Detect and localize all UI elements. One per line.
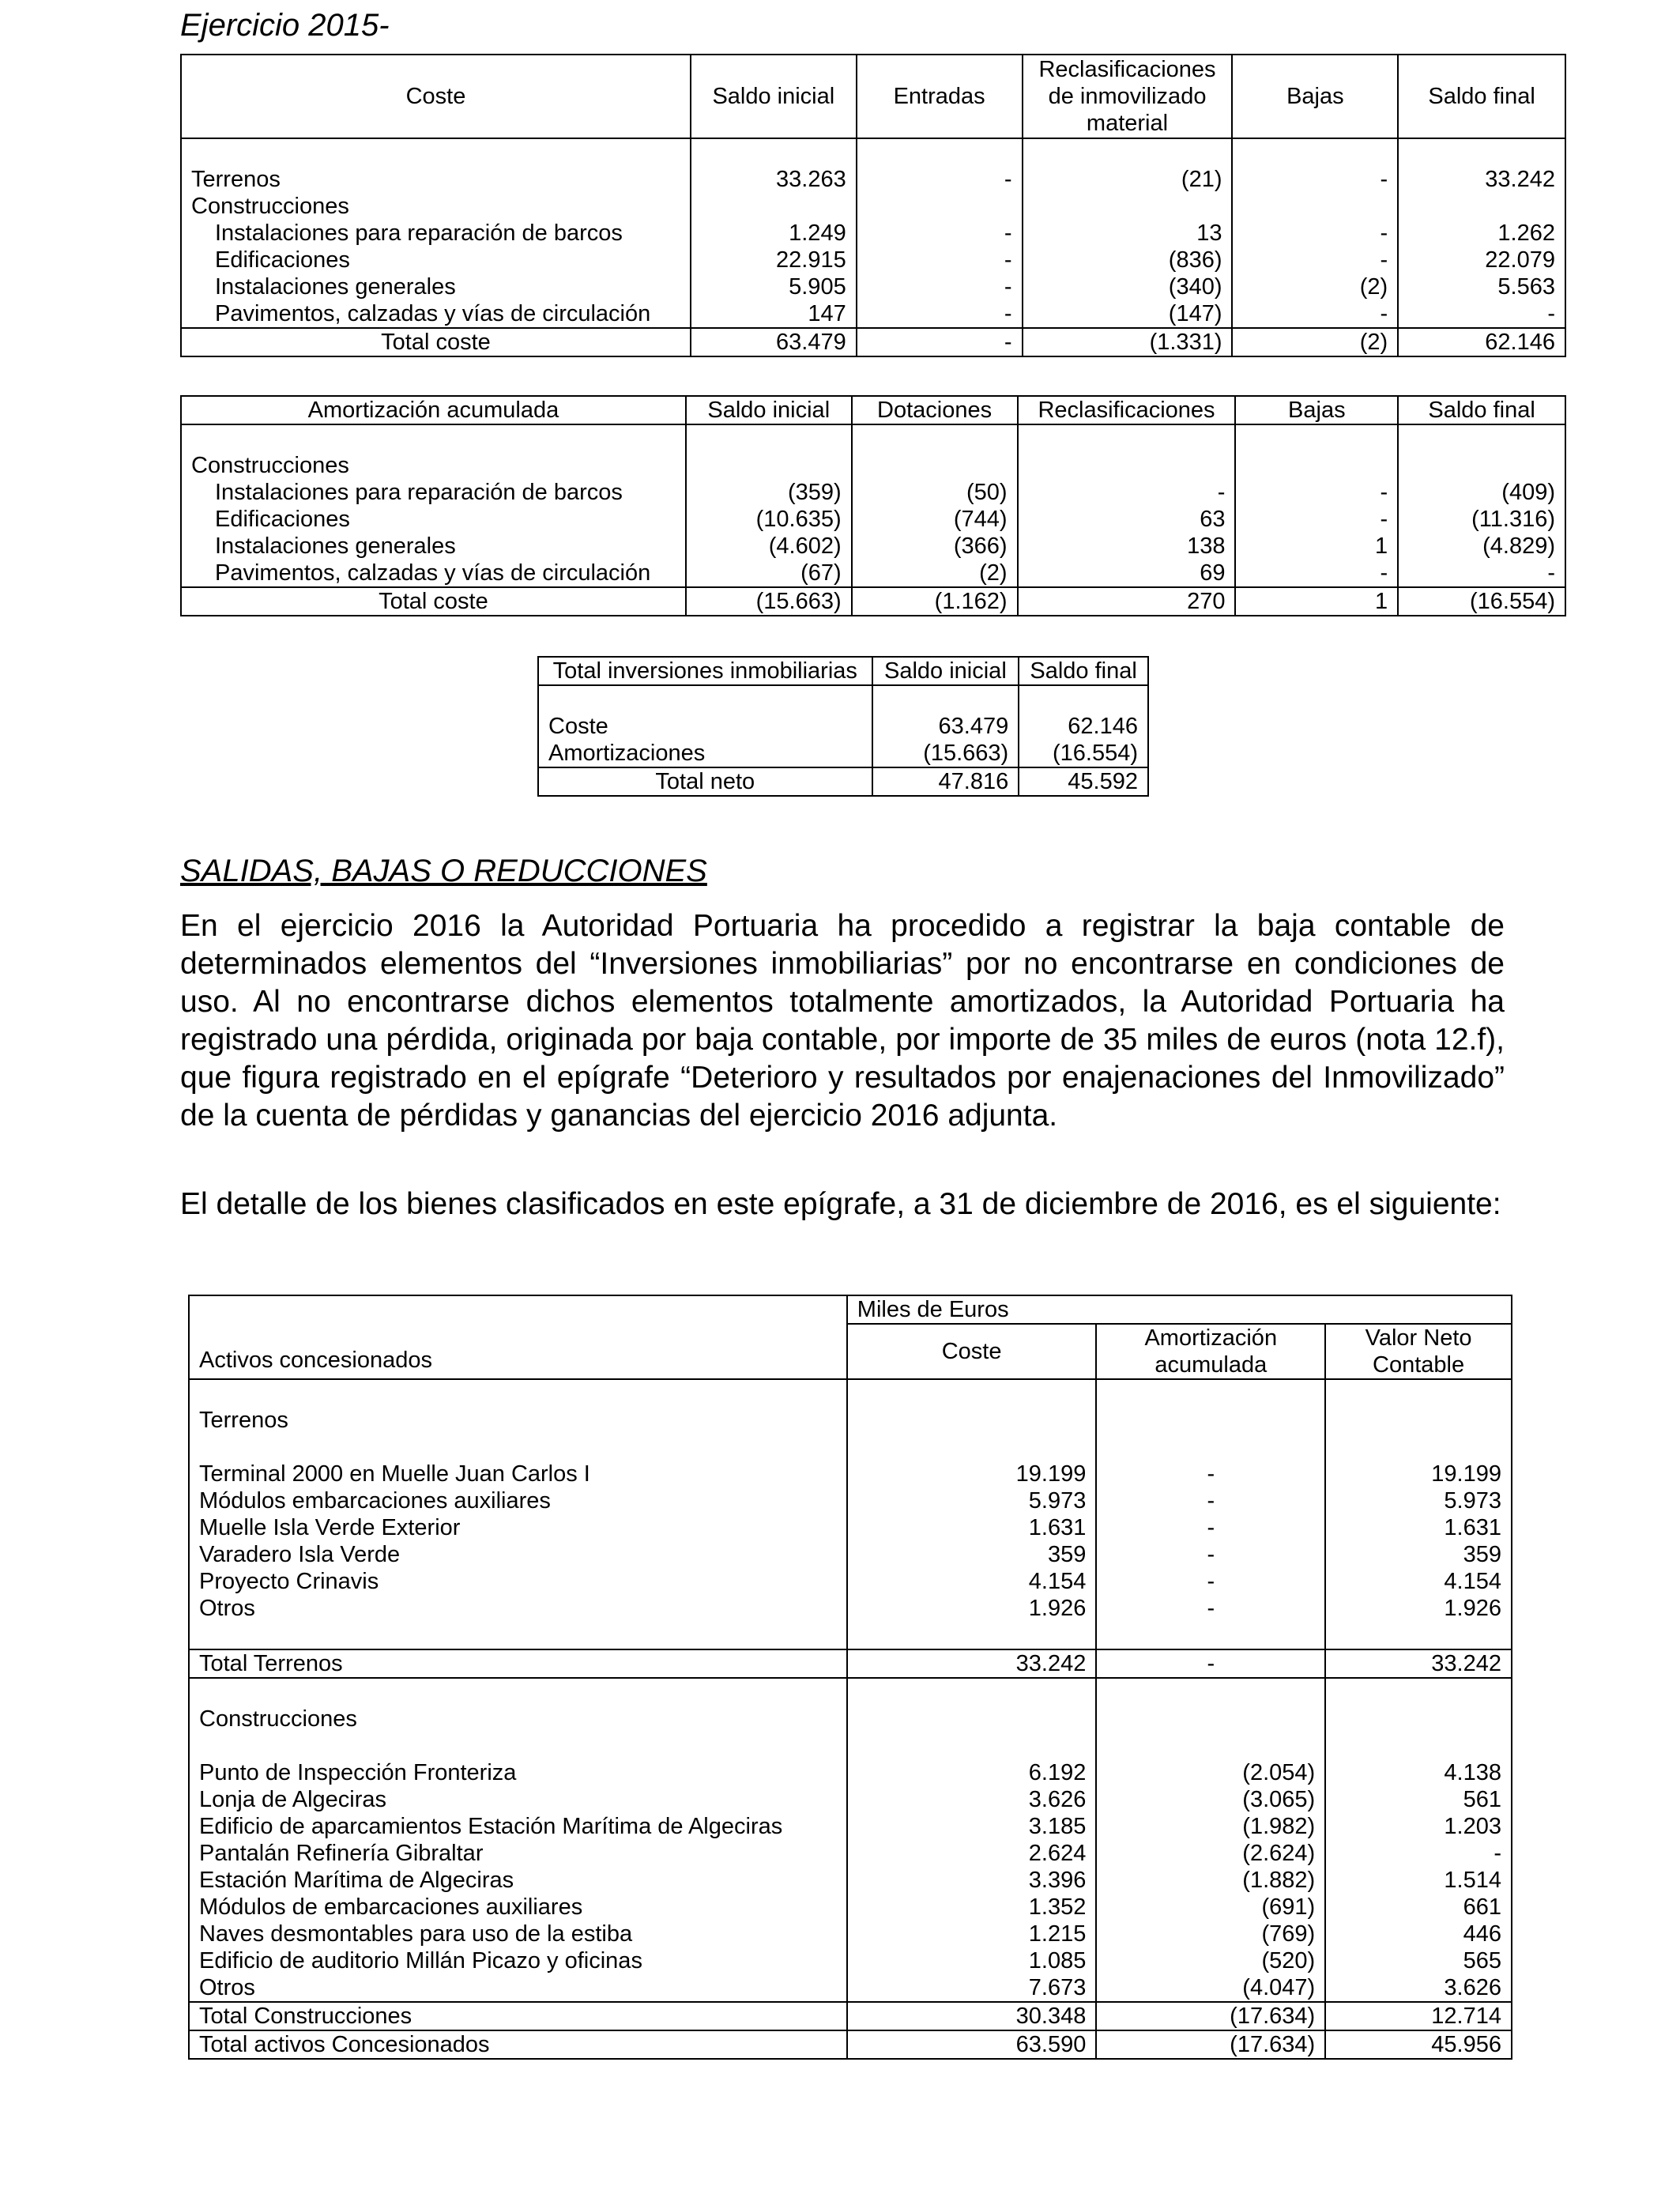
header-cell: Activos concesionados (189, 1295, 847, 1379)
amortization-table (180, 395, 1566, 616)
table-row: Pavimentos, calzadas y vías de circulación (67) (2) 69 - - (181, 560, 1565, 587)
table-row: Proyecto Crinavis 4.154 - 4.154 (189, 1568, 1512, 1595)
table-row: Edificio de aparcamientos Estación Marítima de Algeciras 3.185 (1.982) 1.203 (189, 1813, 1512, 1840)
total-row: Total activos Concesionados 63.590 (17.634) 45.956 (189, 2030, 1512, 2059)
table-row: Lonja de Algeciras 3.626 (3.065) 561 (189, 1786, 1512, 1813)
total-row: Total coste 63.479 - (1.331) (2) 62.146 (181, 328, 1565, 356)
section-row: Construcciones (189, 1706, 1512, 1732)
header-cell: Saldo inicial (872, 657, 1019, 685)
header-cell: Saldo final (1398, 396, 1565, 424)
total-investments-table (537, 656, 1149, 797)
total-row: Total Construcciones 30.348 (17.634) 12.714 (189, 2002, 1512, 2030)
header-cell: Saldo final (1398, 55, 1565, 138)
total-row: Total Terrenos 33.242 - 33.242 (189, 1649, 1512, 1678)
table-row: Terrenos 33.263 - (21) - 33.242 (181, 166, 1565, 193)
table-row: Pantalán Refinería Gibraltar 2.624 (2.624) - (189, 1840, 1512, 1867)
table-row: Módulos de embarcaciones auxiliares 1.352 (691) 661 (189, 1894, 1512, 1921)
header-cell: Saldo final (1019, 657, 1148, 685)
table-row: Instalaciones generales 5.905 - (340) (2) 5.563 (181, 273, 1565, 300)
table-row: Módulos embarcaciones auxiliares 5.973 - 5.973 (189, 1487, 1512, 1514)
paragraph: En el ejercicio 2016 la Autoridad Portuaria ha procedido a registrar la baja contable de determinados elementos del “Inversiones inmobiliarias” por no encontrarse en condiciones de uso. Al no encontrarse dichos elementos totalmente amortizados, la Autoridad Portuaria ha registrado una pérdida, originada por baja contable, por importe de 35 miles de euros (nota 12.f), que figura registrado en el epígrafe “Deterioro y resultados por enajenaciones del Inmovilizado” de la cuenta de pérdidas y ganancias del ejercicio 2016 adjunta. (180, 909, 1505, 1133)
header-cell: Bajas (1232, 55, 1398, 138)
section-title: SALIDAS, BAJAS O REDUCCIONES (180, 854, 707, 888)
table-row: Varadero Isla Verde 359 - 359 (189, 1541, 1512, 1568)
table-row: Otros 1.926 - 1.926 (189, 1595, 1512, 1622)
table-row: Instalaciones para reparación de barcos 1.249 - 13 - 1.262 (181, 220, 1565, 247)
header-cell: Reclasificaciones (1018, 396, 1236, 424)
table-row: Terminal 2000 en Muelle Juan Carlos I 19.199 - 19.199 (189, 1461, 1512, 1487)
header-cell: Valor Neto Contable (1325, 1324, 1512, 1379)
concession-assets-table (188, 1295, 1512, 2060)
header-cell: Coste (847, 1324, 1097, 1379)
table-row: Edificaciones (10.635) (744) 63 - (11.316) (181, 506, 1565, 533)
header-cell: Reclasificaciones de inmovilizado material (1023, 55, 1233, 138)
table-row: Construcciones (181, 452, 1565, 479)
table-row: Estación Marítima de Algeciras 3.396 (1.882) 1.514 (189, 1867, 1512, 1894)
section-heading: Ejercicio 2015- (180, 8, 390, 43)
table-row: Punto de Inspección Fronteriza 6.192 (2.054) 4.138 (189, 1759, 1512, 1786)
cost-table (180, 54, 1566, 357)
table-row: Muelle Isla Verde Exterior 1.631 - 1.631 (189, 1514, 1512, 1541)
header-cell: Dotaciones (852, 396, 1018, 424)
table-row: Coste 63.479 62.146 (538, 713, 1148, 740)
header-cell: Total inversiones inmobiliarias (538, 657, 872, 685)
header-cell: Entradas (857, 55, 1023, 138)
header-cell: Saldo inicial (686, 396, 852, 424)
table-row: Edificio de auditorio Millán Picazo y oficinas 1.085 (520) 565 (189, 1947, 1512, 1974)
paragraph: El detalle de los bienes clasificados en este epígrafe, a 31 de diciembre de 2016, es el siguiente: (180, 1187, 1501, 1221)
table-row: Otros 7.673 (4.047) 3.626 (189, 1974, 1512, 2002)
total-row: Total neto 47.816 45.592 (538, 767, 1148, 796)
total-row: Total coste (15.663) (1.162) 270 1 (16.554) (181, 587, 1565, 616)
header-cell: Amortización acumulada (181, 396, 686, 424)
group-header: Miles de Euros (847, 1295, 1512, 1324)
table-row: Edificaciones 22.915 - (836) - 22.079 (181, 247, 1565, 273)
table-row: Pavimentos, calzadas y vías de circulación 147 - (147) - - (181, 300, 1565, 328)
table-row: Instalaciones para reparación de barcos (359) (50) - - (409) (181, 479, 1565, 506)
table-row: Amortizaciones (15.663) (16.554) (538, 740, 1148, 767)
section-row: Terrenos (189, 1407, 1512, 1434)
header-cell: Saldo inicial (691, 55, 857, 138)
header-cell: Amortización acumulada (1096, 1324, 1325, 1379)
table-row: Construcciones (181, 193, 1565, 220)
table-row: Naves desmontables para uso de la estiba 1.215 (769) 446 (189, 1921, 1512, 1947)
header-cell: Bajas (1235, 396, 1398, 424)
table-row: Instalaciones generales (4.602) (366) 138 1 (4.829) (181, 533, 1565, 560)
header-cell: Coste (181, 55, 691, 138)
